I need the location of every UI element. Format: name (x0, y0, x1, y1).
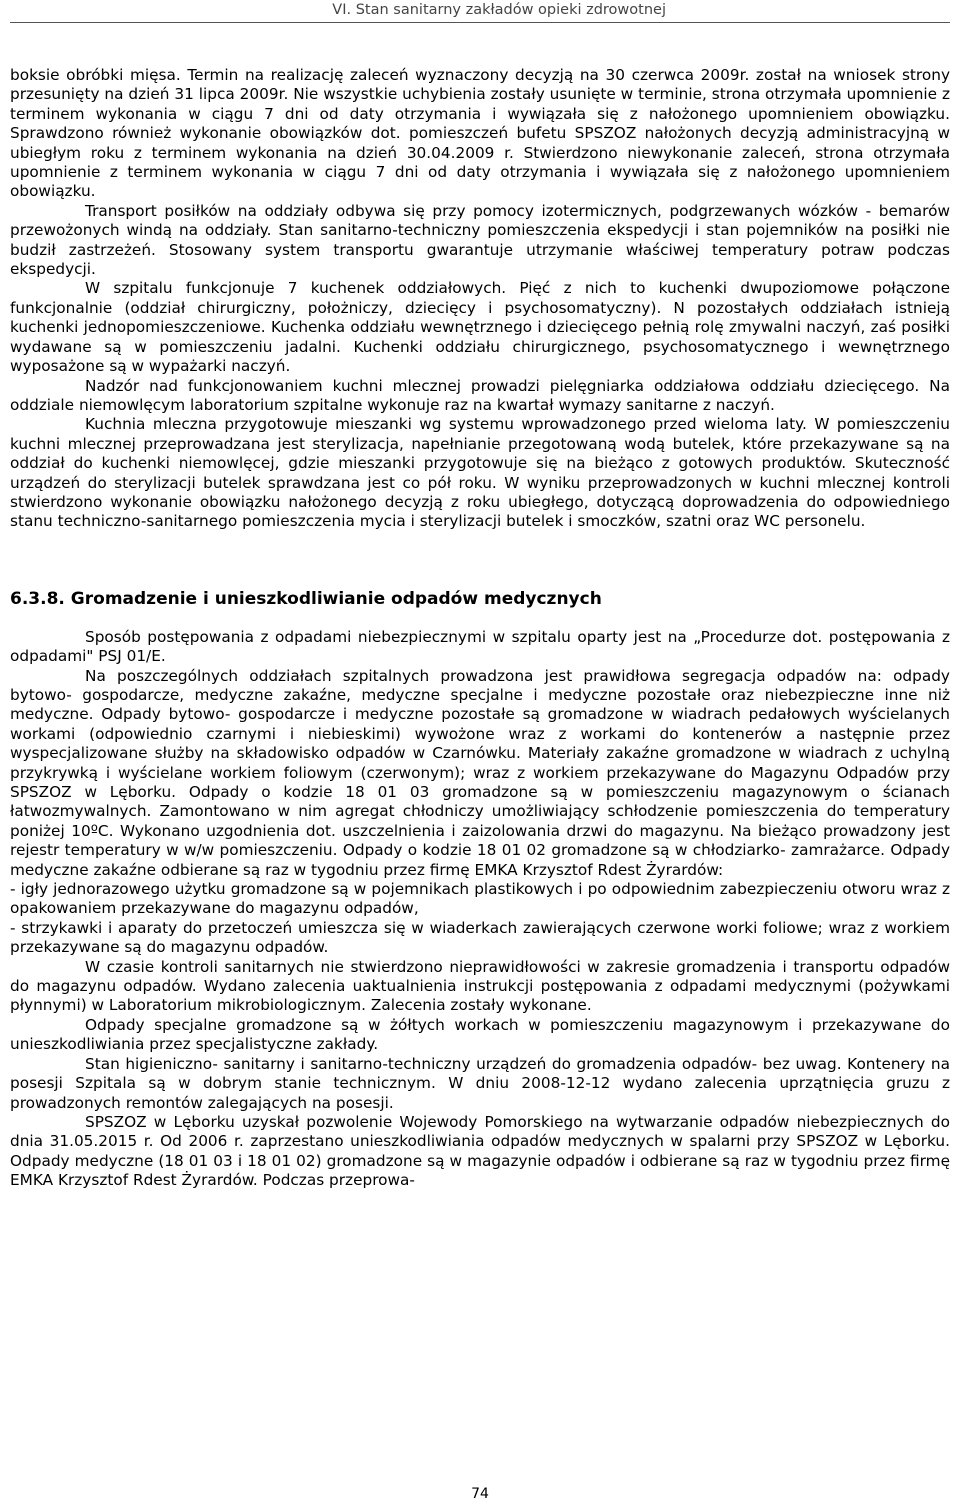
paragraph: Transport posiłków na oddziały odbywa się przy pomocy izotermicznych, podgrzewanych wózków - bemarów przewożonych windą na oddziały. Stan sanitarno-techniczny pomieszczenia ekspedycji i stan pojemników na posiłki nie budził zastrzeżeń. Stosowany system transportu gwarantuje utrzymanie właściwej temperatury potraw podczas ekspedycji. (10, 201, 950, 279)
paragraph: Stan higieniczno- sanitarny i sanitarno-techniczny urządzeń do gromadzenia odpadów- bez uwag. Kontenery na posesji Szpitala są w dobrym stanie technicznym. W dniu 2008-12-12 wydano zalecenia uprzątnięcia gruzu z prowadzonych remontów zalegających na posesji. (10, 1054, 950, 1112)
paragraph: W szpitalu funkcjonuje 7 kuchenek oddziałowych. Pięć z nich to kuchenki dwupoziomowe połączone funkcjonalnie (oddział chirurgiczny, położniczy, dziecięcy i psychosomatyczny). N pozostałych oddziałach istnieją kuchenki jednopomieszczeniowe. Kuchenka oddziału wewnętrznego i dziecięcego pełnią rolę zmywalni naczyń, zaś posiłki wydawane są w pomieszczeniu jadalni. Kuchenki oddziału chirurgicznego, psychosomatycznego i wewnętrznego wyposażone są w wypażarki naczyń. (10, 279, 950, 376)
header-rule (10, 22, 950, 23)
paragraph: W czasie kontroli sanitarnych nie stwierdzono nieprawidłowości w zakresie gromadzenia i transportu odpadów do magazynu odpadów. Wydano zalecenia uaktualnienia instrukcji postępowania z odpadami medycznymi (pożywkami płynnymi) w Laboratorium mikrobiologicznym. Zalecenia zostały wykonane. (10, 957, 950, 1015)
page-number: 74 (471, 1486, 489, 1502)
section-title: Gromadzenie i unieszkodliwianie odpadów medycznych (70, 588, 602, 609)
section-number: 6.3.8. (10, 588, 65, 609)
paragraph: Nadzór nad funkcjonowaniem kuchni mlecznej prowadzi pielęgniarka oddziałowa oddziału dziecięcego. Na oddziale niemowlęcym laboratorium szpitalne wykonuje raz na kwartał wymazy sanitarne z naczyń. (10, 376, 950, 414)
section-heading (10, 588, 950, 610)
paragraph: Sposób postępowania z odpadami niebezpiecznymi w szpitalu oparty jest na „Procedurze dot. postępowania z odpadami" PSJ 01/E. (10, 627, 950, 666)
paragraph: Kuchnia mleczna przygotowuje mieszanki wg systemu wprowadzonego przed wieloma laty. W pomieszczeniu kuchni mlecznej przeprowadzana jest sterylizacja, napełnianie przegotowaną wodą butelek, które przekazywane są na oddział do kuchenki niemowlęcej, gdzie mieszanki przygotowuje się na bieżąco z gotowych produktów. Skuteczność urządzeń do sterylizacji butelek sprawdzana jest co pół roku. W wyniku przeprowadzonych w kuchni mlecznej kontroli stwierdzono wykonanie obowiązku nałożonego decyzją z roku ubiegłego, dotyczącą doprowadzenia do odpowiedniego stanu techniczno-sanitarnego pomieszczenia mycia i sterylizacji butelek i smoczków, szatni oraz WC personelu. (10, 415, 950, 531)
paragraphs-after-section (10, 628, 950, 1191)
paragraph: SPSZOZ w Lęborku uzyskał pozwolenie Wojewody Pomorskiego na wytwarzanie odpadów niebezpiecznych do dnia 31.05.2015 r. Od 2006 r. zaprzestano unieszkodliwiania odpadów medycznych w spalarni przy SPSZOZ w Lęborku. Odpady medyczne (18 01 03 i 18 01 02) gromadzone są w magazynie odpadów i odbierane są raz w tygodniu przez firmę EMKA Krzysztof Rdest Żyrardów. Podczas przeprowa- (10, 1112, 950, 1190)
paragraphs-before-section (10, 66, 950, 532)
document-body (10, 66, 950, 1191)
paragraph: boksie obróbki mięsa. Termin na realizację zaleceń wyznaczony decyzją na 30 czerwca 2009r. został na wniosek strony przesunięty na dzień 31 lipca 2009r. Nie wszystkie uchybienia zostały usunięte w terminie, strona otrzymała upomnienie z terminem wykonania w ciągu 7 dni od daty otrzymania i wywiązała się z nałożonego upomnieniem obowiązku. Sprawdzono również wykonanie obowiązków dot. pomieszczeń bufetu SPSZOZ nałożonych decyzją administracyjną w ubiegłym roku z terminem wykonania na dzień 30.04.2009 r. Stwierdzono niewykonanie zaleceń, strona otrzymała upomnienie z terminem wykonania w ciągu 7 dni od daty otrzymania i wywiązała się z nałożonego upomnieniem obowiązku. (10, 66, 950, 201)
paragraph: Odpady specjalne gromadzone są w żółtych workach w pomieszczeniu magazynowym i przekazywane do unieszkodliwiania przez specjalistyczne zakłady. (10, 1015, 950, 1054)
paragraph: - strzykawki i aparaty do przetoczeń umieszcza się w wiaderkach zawierających czerwone worki foliowe; wraz z workiem przekazywane są do magazynu odpadów. (10, 918, 950, 957)
running-header: VI. Stan sanitarny zakładów opieki zdrowotnej (332, 2, 666, 18)
paragraph: - igły jednorazowego użytku gromadzone są w pojemnikach plastikowych i po odpowiednim zabezpieczeniu otworu wraz z opakowaniem przekazywane do magazynu odpadów, (10, 880, 950, 918)
paragraph: Na poszczególnych oddziałach szpitalnych prowadzona jest prawidłowa segregacja odpadów na: odpady bytowo- gospodarcze, medyczne zakaźne, medyczne specjalne i medyczne pozostałe oraz niebezpieczne inne niż medyczne. Odpady bytowo- gospodarcze i medyczne pozostałe są gromadzone w wiadrach pedałowych wyścielanych workami (odpowiednio czarnymi i niebieskimi) wywożone wraz z workami do kontenerów a następnie przez wyspecjalizowane służby na składowisko odpadów w Czarnówku. Materiały zakaźne gromadzone w wiadrach z uchylną przykrywką i wyścielane workiem foliowym (czerwonym); wraz z workiem przekazywane do Magazynu Odpadów przy SPSZOZ w Lęborku. Odpady o kodzie 18 01 03 gromadzone są w pomieszczeniu magazynowym o ścianach łatwozmywalnych. Zamontowano w nim agregat chłodniczy umożliwiający schłodzenie pomieszczenia do temperatury poniżej 10ºC. Wykonano uzgodnienia dot. uszczelnienia i zaizolowania drzwi do magazynu. Na bieżąco prowadzony jest rejestr temperatury w w/w pomieszczeniu. Odpady o kodzie 18 01 02 gromadzone są w chłodziarko- zamrażarce. Odpady medyczne zakaźne odbierane są raz w tygodniu przez firmę EMKA Krzysztof Rdest Żyrardów: (10, 666, 950, 879)
